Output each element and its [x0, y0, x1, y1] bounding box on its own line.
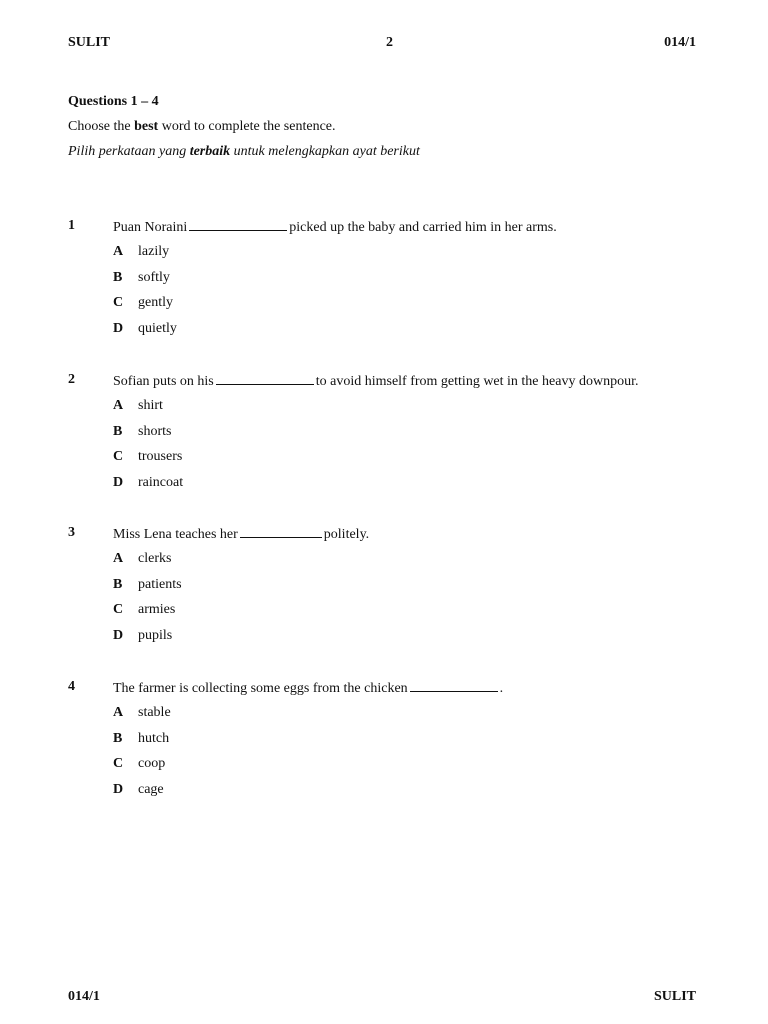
- option-b[interactable]: [68, 269, 708, 295]
- option-letter: D: [113, 628, 124, 644]
- question-1: [68, 217, 708, 346]
- option-letter: C: [113, 602, 124, 618]
- question-number: 4: [68, 679, 75, 694]
- option-b[interactable]: [68, 730, 708, 756]
- question-text: [113, 678, 503, 698]
- option-text: clerks: [138, 551, 172, 566]
- question-text-after: to avoid himself from getting wet in the heavy downpour.: [315, 374, 639, 389]
- option-letter: A: [113, 705, 124, 720]
- instruction-english: [68, 114, 420, 139]
- option-text: quietly: [138, 321, 177, 337]
- question-number: 3: [68, 525, 75, 540]
- option-b[interactable]: [68, 576, 708, 602]
- option-text: trousers: [138, 449, 183, 465]
- option-c[interactable]: [68, 448, 708, 474]
- answer-blank: [189, 217, 287, 231]
- option-text: pupils: [138, 628, 173, 644]
- question-text-before: Sofian puts on his: [113, 374, 214, 389]
- option-d[interactable]: [68, 781, 708, 807]
- option-c[interactable]: [68, 294, 708, 320]
- footer-paper-code: 014/1: [68, 989, 100, 1004]
- option-text: patients: [138, 576, 182, 592]
- header-sulit: SULIT: [68, 35, 111, 50]
- instruction-malay-post: untuk melengkapkan ayat berikut: [230, 144, 420, 159]
- option-c[interactable]: [68, 601, 708, 627]
- option-letter: D: [113, 782, 124, 798]
- question-3: [68, 524, 708, 653]
- option-letter: D: [113, 475, 124, 491]
- option-text: armies: [138, 602, 176, 618]
- option-text: softly: [138, 269, 170, 285]
- instructions: [68, 89, 420, 164]
- option-text: cage: [138, 782, 164, 798]
- option-letter: B: [113, 730, 123, 746]
- question-text-after: picked up the baby and carried him in her arms.: [289, 220, 557, 235]
- answer-blank: [216, 371, 314, 385]
- option-c[interactable]: [68, 755, 708, 781]
- option-text: gently: [138, 295, 173, 311]
- option-text: shirt: [138, 398, 163, 413]
- option-d[interactable]: [68, 474, 708, 500]
- option-b[interactable]: [68, 423, 708, 449]
- option-letter: C: [113, 449, 124, 465]
- option-a[interactable]: [68, 550, 708, 576]
- question-text-after: politely.: [323, 527, 370, 542]
- questions-range-title: Questions 1 – 4: [68, 94, 159, 109]
- question-4: [68, 678, 708, 807]
- question-text-before: Miss Lena teaches her: [113, 527, 238, 542]
- option-letter: B: [113, 576, 123, 592]
- instruction-english-bold: best: [134, 119, 159, 134]
- option-a[interactable]: [68, 397, 708, 423]
- question-number: 2: [68, 372, 75, 387]
- question-number: 1: [68, 218, 75, 233]
- answer-blank: [410, 678, 498, 692]
- question-text: [113, 524, 369, 544]
- option-text: raincoat: [138, 475, 184, 491]
- option-a[interactable]: [68, 704, 708, 730]
- instruction-malay-pre: Pilih perkataan yang: [68, 144, 190, 159]
- option-letter: C: [113, 295, 124, 311]
- option-letter: A: [113, 551, 124, 566]
- option-text: shorts: [138, 423, 172, 439]
- option-letter: B: [113, 423, 123, 439]
- header-paper-code: 014/1: [664, 35, 696, 50]
- option-text: hutch: [138, 730, 170, 746]
- option-letter: B: [113, 269, 123, 285]
- instruction-malay: [68, 139, 420, 164]
- option-letter: A: [113, 398, 124, 413]
- option-d[interactable]: [68, 320, 708, 346]
- question-text-after: .: [499, 681, 504, 696]
- option-a[interactable]: [68, 243, 708, 269]
- option-letter: D: [113, 321, 124, 337]
- instruction-english-pre: Choose the: [68, 119, 135, 134]
- question-text: [113, 217, 557, 237]
- option-d[interactable]: [68, 627, 708, 653]
- question-text-before: The farmer is collecting some eggs from the chicken: [113, 681, 408, 696]
- question-text: [113, 371, 638, 391]
- option-text: coop: [138, 756, 166, 772]
- answer-blank: [240, 524, 322, 538]
- question-2: [68, 371, 708, 500]
- page-number: 2: [386, 35, 393, 50]
- question-text-before: Puan Noraini: [113, 220, 188, 235]
- option-letter: A: [113, 244, 124, 259]
- instruction-malay-bold: terbaik: [189, 144, 231, 159]
- option-text: stable: [138, 705, 171, 720]
- instruction-english-post: word to complete the sentence.: [158, 119, 336, 134]
- footer-sulit: SULIT: [653, 989, 696, 1004]
- option-letter: C: [113, 756, 124, 772]
- option-text: lazily: [138, 244, 170, 259]
